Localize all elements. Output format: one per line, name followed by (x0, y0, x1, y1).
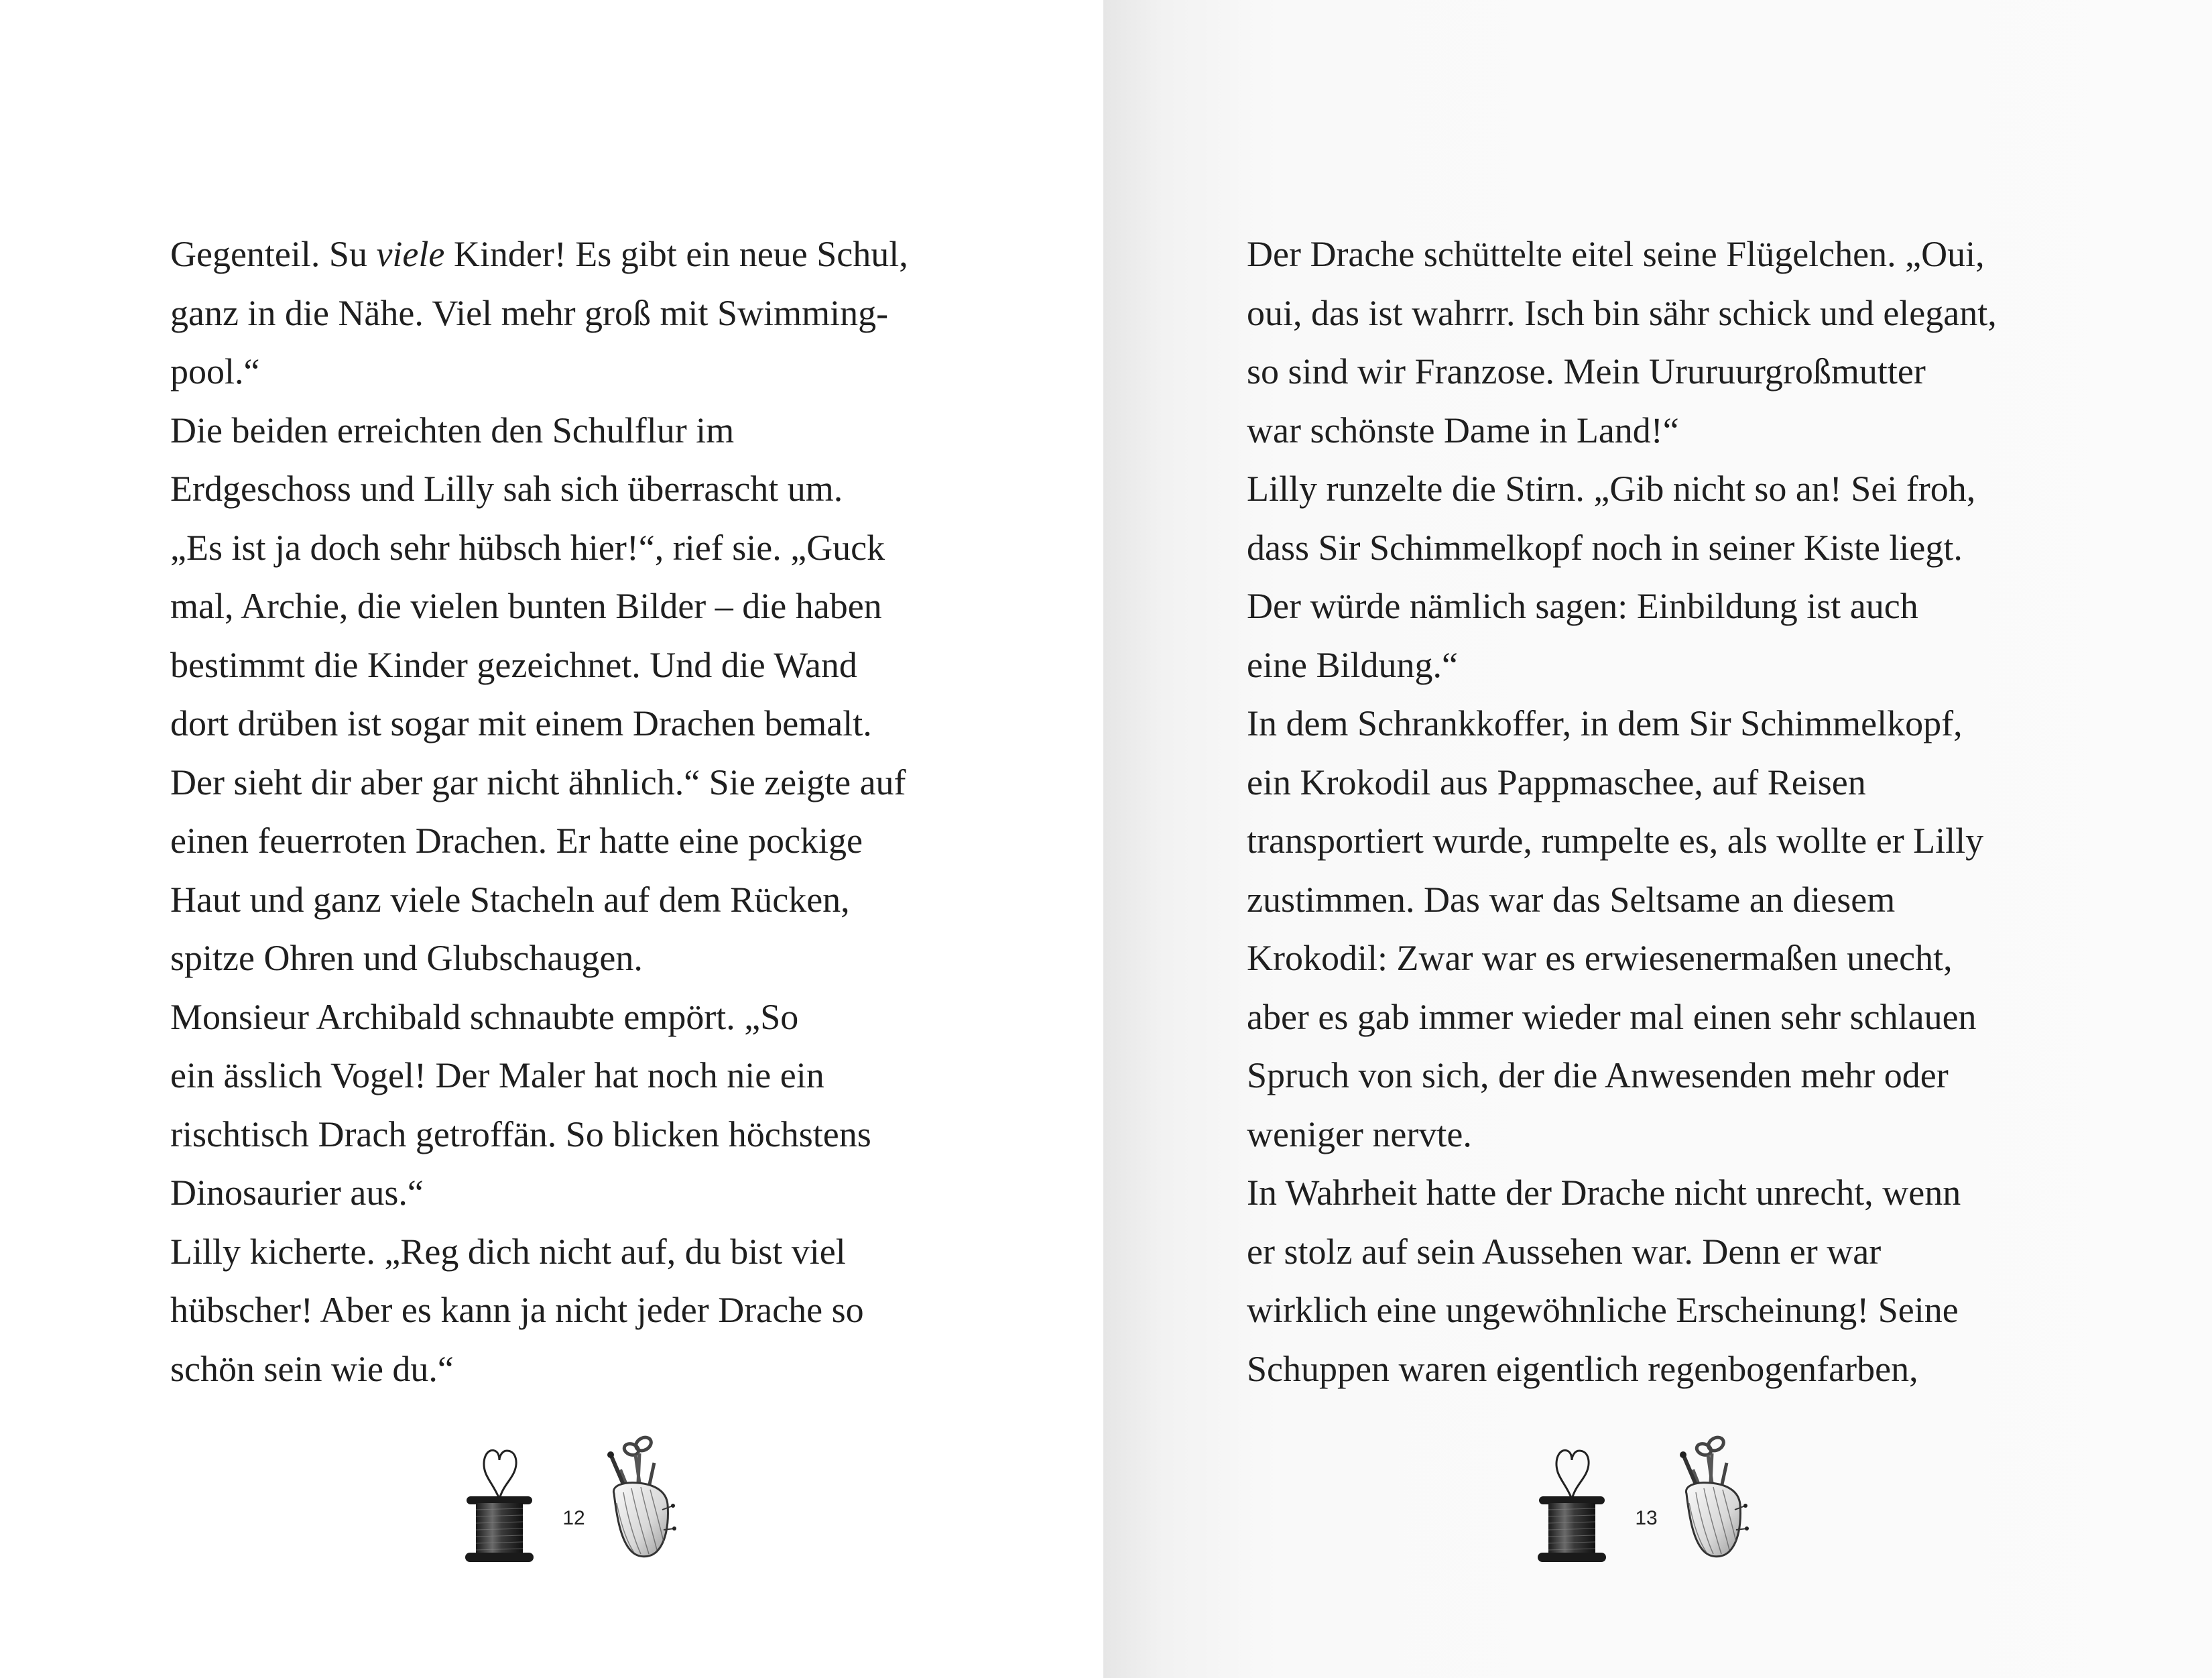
text-run: transportiert wurde, rumpelte es, als wollte er Lilly (1247, 821, 1984, 861)
text-run: war schönste Dame in Land!“ (1247, 410, 1679, 451)
text-line (170, 225, 908, 284)
text-run: wirklich eine ungewöhnliche Erscheinung! Seine (1247, 1290, 1959, 1330)
text-run: Lilly kicherte. „Reg dich nicht auf, du bist viel (170, 1231, 846, 1272)
text-run: Kinder! Es gibt ein neue Schul, (444, 234, 908, 274)
text-run: Krokodil: Zwar war es erwiesenermaßen unecht, (1247, 938, 1953, 978)
text-line (1247, 1281, 1997, 1340)
text-run: rischtisch Drach getroffän. So blicken höchstens (170, 1114, 871, 1154)
text-run: In Wahrheit hatte der Drache nicht unrecht, wenn (1247, 1173, 1961, 1213)
text-line (1247, 284, 1997, 343)
text-line (170, 988, 908, 1047)
text-run: einen feuerroten Drachen. Er hatte eine pockige (170, 821, 863, 861)
text-run: Lilly runzelte die Stirn. „Gib nicht so an! Sei froh, (1247, 469, 1976, 509)
text-line (170, 402, 908, 461)
text-run: mal, Archie, die vielen bunten Bilder – die haben (170, 586, 882, 626)
left-page-text (170, 225, 908, 1398)
text-line (1247, 1105, 1997, 1164)
text-line (1247, 519, 1997, 578)
text-line (1247, 1223, 1997, 1282)
text-run: ganz in die Nähe. Viel mehr groß mit Swimming- (170, 292, 889, 333)
text-line (170, 871, 908, 930)
text-run: schön sein wie du.“ (170, 1348, 454, 1389)
pincushion-scissors-icon (597, 1429, 677, 1563)
text-run: pool.“ (170, 351, 260, 392)
text-line (1247, 460, 1997, 519)
text-run: Gegenteil. Su (170, 234, 377, 274)
text-run: hübscher! Aber es kann ja nicht jeder Drache so (170, 1290, 864, 1330)
text-line (1247, 754, 1997, 813)
text-line (170, 1223, 908, 1282)
text-line (1247, 402, 1997, 461)
text-line (170, 284, 908, 343)
text-run: Dinosaurier aus.“ (170, 1173, 424, 1213)
text-line (1247, 1046, 1997, 1105)
text-line (1247, 695, 1997, 754)
pincushion-scissors-icon (1669, 1429, 1749, 1563)
text-run: aber es gab immer wieder mal einen sehr schlauen (1247, 996, 1977, 1037)
text-line (170, 636, 908, 695)
text-line (170, 929, 908, 988)
page-number-right: 13 (1635, 1507, 1658, 1529)
text-run: In dem Schrankkoffer, in dem Sir Schimmelkopf, (1247, 703, 1963, 743)
text-run: dort drüben ist sogar mit einem Drachen bemalt. (170, 703, 872, 743)
right-page-footer (1535, 1433, 1756, 1567)
text-run: Der sieht dir aber gar nicht ähnlich.“ Sie zeigte auf (170, 762, 906, 802)
text-line (170, 519, 908, 578)
text-run: „Es ist ja doch sehr hübsch hier!“, rief sie. „Guck (170, 527, 885, 568)
text-line (1247, 929, 1997, 988)
text-line (1247, 577, 1997, 636)
text-run: Schuppen waren eigentlich regenbogenfarben, (1247, 1348, 1918, 1389)
text-line (170, 1164, 908, 1223)
text-run: spitze Ohren und Glubschaugen. (170, 938, 643, 978)
text-run: Erdgeschoss und Lilly sah sich überrascht um. (170, 469, 843, 509)
text-line (170, 812, 908, 871)
text-line (1247, 225, 1997, 284)
text-run: Haut und ganz viele Stacheln auf dem Rücken, (170, 879, 850, 920)
text-run: er stolz auf sein Aussehen war. Denn er war (1247, 1231, 1882, 1272)
text-run: ein Krokodil aus Pappmaschee, auf Reisen (1247, 762, 1866, 802)
text-line (170, 695, 908, 754)
text-line (170, 460, 908, 519)
text-line (170, 1281, 908, 1340)
text-run: oui, das ist wahrrr. Isch bin sähr schick und elegant, (1247, 292, 1997, 333)
thread-spool-heart-icon (463, 1433, 536, 1567)
text-line (1247, 871, 1997, 930)
page-number-left: 12 (562, 1507, 585, 1529)
text-line (1247, 812, 1997, 871)
text-line (1247, 1164, 1997, 1223)
text-run: Die beiden erreichten den Schulflur im (170, 410, 735, 451)
text-line (1247, 1340, 1997, 1399)
right-page-text (1247, 225, 1997, 1398)
text-run: weniger nervte. (1247, 1114, 1472, 1154)
text-line (170, 577, 908, 636)
text-run: zustimmen. Das war das Seltsame an diesem (1247, 879, 1896, 920)
thread-spool-heart-icon (1535, 1433, 1609, 1567)
text-run: bestimmt die Kinder gezeichnet. Und die Wand (170, 644, 857, 685)
text-line (1247, 343, 1997, 402)
emphasized-text: viele (376, 234, 445, 274)
text-run: Der würde nämlich sagen: Einbildung ist auch (1247, 586, 1918, 626)
left-page-footer (463, 1433, 684, 1567)
text-run: Spruch von sich, der die Anwesenden mehr oder (1247, 1055, 1949, 1095)
text-line (170, 343, 908, 402)
text-line (1247, 636, 1997, 695)
text-run: so sind wir Franzose. Mein Ururuurgroßmutter (1247, 351, 1926, 392)
text-run: eine Bildung.“ (1247, 644, 1458, 685)
text-run: ein ässlich Vogel! Der Maler hat noch nie ein (170, 1055, 824, 1095)
right-page (1103, 0, 2212, 1678)
left-page (0, 0, 1103, 1678)
text-run: dass Sir Schimmelkopf noch in seiner Kiste liegt. (1247, 527, 1963, 568)
text-line (170, 1046, 908, 1105)
text-run: Der Drache schüttelte eitel seine Flügelchen. „Oui, (1247, 234, 1985, 274)
text-line (170, 1340, 908, 1399)
text-run: Monsieur Archibald schnaubte empört. „So (170, 996, 799, 1037)
text-line (170, 754, 908, 813)
text-line (170, 1105, 908, 1164)
text-line (1247, 988, 1997, 1047)
